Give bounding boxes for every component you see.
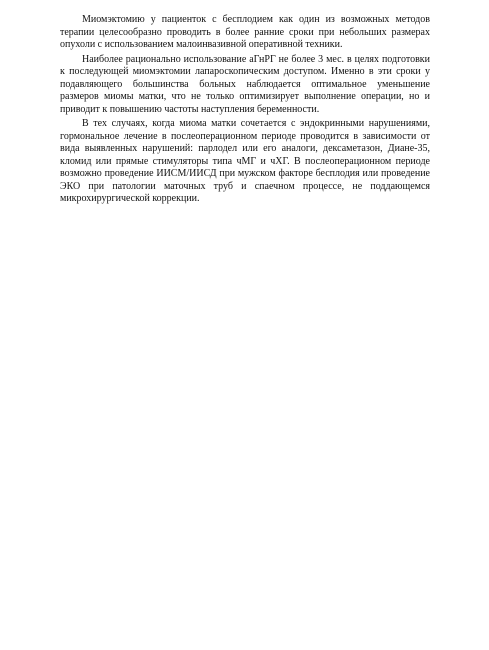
body-text (60, 14, 430, 208)
paragraph-2: Наиболее рационально использование аГнРГ не более 3 мес. в целях подготовки к последующей миомэктомии лапароскопическим доступом. Именно в эти сроки у подавляющего большинства больных наблюдается оптимальное уменьшение размеров миомы матки, что не только оптимизирует выполнение операции, но и приводит к повышению частоты наступления беременности. (60, 53, 430, 115)
paragraph-3: В тех случаях, когда миома матки сочетается с эндокринными нарушениями, гормональное лечение в послеоперационном периоде проводится в зависимости от вида выявленных нарушений: парлодел или его аналоги, дексаметазон, Диане-35, кломид или прямые стимуляторы типа чМГ и чХГ. В послеоперационном периоде возможно проведение ИИСМ/ИИСД при мужском факторе бесплодия или проведение ЭКО при патологии маточных труб и спаечном процессе, не поддающемся микрохирургической коррекции. (60, 118, 430, 204)
paragraph-1: Миомэктомию у пациенток с бесплодием как один из возможных методов терапии целесообразно проводить в более ранние сроки при небольших размерах опухоли с использованием малоинвазивной оперативной техники. (60, 14, 430, 50)
